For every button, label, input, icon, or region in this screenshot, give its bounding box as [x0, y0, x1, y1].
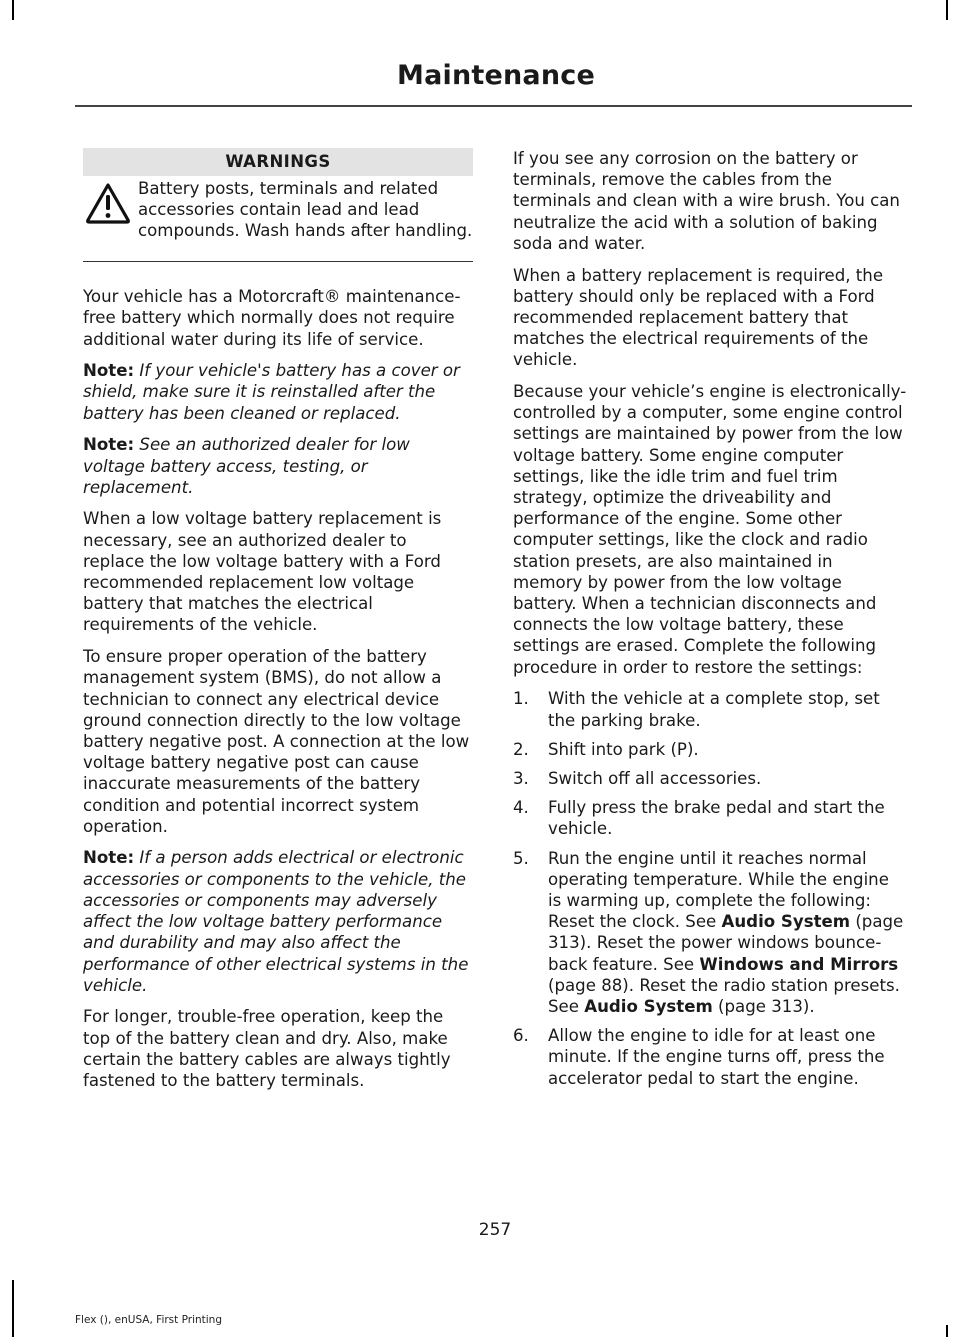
note-label: Note:	[83, 848, 135, 868]
step-item	[513, 797, 907, 839]
step-number: 2.	[513, 739, 529, 759]
warning-box	[83, 148, 473, 262]
procedure-steps	[513, 688, 907, 1088]
warning-body	[83, 178, 473, 262]
step-number: 6.	[513, 1026, 529, 1046]
paragraph: For longer, trouble-free operation, keep the top of the battery clean and dry. Also, make certain the battery cables are always tightly fastened to the battery terminals.	[83, 1007, 451, 1091]
crop-mark-bottom-right	[946, 1325, 948, 1337]
paragraph: If you see any corrosion on the battery or terminals, remove the cables from the terminals and clean with a wire brush. You can neutralize the acid with a solution of baking soda and water.	[513, 149, 900, 253]
audio-system-link[interactable]: Audio System	[721, 912, 851, 932]
windows-and-mirrors-link[interactable]: Windows and Mirrors	[699, 954, 899, 974]
step-text: Fully press the brake pedal and start the vehicle.	[548, 798, 885, 839]
right-column	[513, 148, 907, 1097]
step-text-part: (page 313).	[712, 997, 815, 1017]
crop-mark-top-left	[12, 0, 14, 20]
warning-text: Battery posts, terminals and related accessories contain lead and lead compounds. Wash hands after handling.	[138, 179, 473, 241]
footer-edition: Flex (), enUSA, First Printing	[75, 1314, 222, 1326]
step-item	[513, 768, 907, 789]
step-text-part: (page 313). Reset the power windows bounce-back feature. See	[548, 912, 904, 974]
step-text: Allow the engine to idle for at least one minute. If the engine turns off, press the accelerator pedal to start the engine.	[548, 1026, 885, 1088]
left-column	[83, 148, 473, 1102]
warning-triangle-icon	[85, 182, 131, 224]
step-text: Switch off all accessories.	[548, 768, 762, 788]
step-text: With the vehicle at a complete stop, set the parking brake.	[548, 689, 880, 730]
section-title: Maintenance	[397, 60, 595, 91]
note	[83, 847, 473, 995]
warning-title: WARNINGS	[83, 148, 473, 176]
crop-mark-bottom-left	[12, 1280, 14, 1337]
note-text: If your vehicle's battery has a cover or shield, make sure it is reinstalled after the battery has been cleaned or replaced.	[83, 361, 460, 423]
crop-mark-top-right	[946, 0, 948, 20]
paragraph: Because your vehicle’s engine is electronically-controlled by a computer, some engine control settings are maintained by power from the low voltage battery. Some engine computer settings, like the idle trim and fuel trim strategy, optimize the driveability and performance of the engine. Some other computer settings, like the clock and radio station presets, are also maintained in memory by power from the low voltage battery. When a technician disconnects and connects the low voltage battery, these settings are erased. Complete the following procedure in order to restore the settings:	[513, 382, 907, 677]
audio-system-link[interactable]: Audio System	[584, 997, 713, 1017]
note-label: Note:	[83, 435, 135, 455]
page-number: 257	[478, 1220, 512, 1240]
step-number: 4.	[513, 798, 529, 818]
paragraph: To ensure proper operation of the battery management system (BMS), do not allow a technician to connect any electrical device ground connection directly to the low voltage battery negative post. A connection at the low voltage battery negative post can cause inaccurate measurements of the battery condition and potential incorrect system operation.	[83, 647, 470, 836]
step-item	[513, 688, 907, 730]
step-text-part: Run the engine until it reaches normal operating temperature. While the engine is warming up, complete the following: Reset the clock. See	[548, 848, 889, 932]
note	[83, 360, 473, 424]
note-text: If a person adds electrical or electronic accessories or components to the vehicle, the accessories or components may adversely affect the low voltage battery performance and durability and may also affect the performance of other electrical systems in the vehicle.	[83, 848, 469, 995]
note-label: Note:	[83, 361, 135, 381]
header-divider	[75, 105, 912, 107]
step-number: 3.	[513, 768, 529, 788]
step-item	[513, 1025, 907, 1089]
paragraph: When a low voltage battery replacement is necessary, see an authorized dealer to replace the low voltage battery with a Ford recommended replacement low voltage battery that matches the electrical requirements of the vehicle.	[83, 509, 442, 635]
note	[83, 434, 473, 498]
step-item	[513, 739, 907, 760]
note-text: See an authorized dealer for low voltage battery access, testing, or replacement.	[83, 435, 410, 497]
paragraph: Your vehicle has a Motorcraft® maintenance-free battery which normally does not require additional water during its life of service.	[83, 287, 461, 349]
step-text: Shift into park (P).	[548, 739, 699, 759]
step-number: 1.	[513, 689, 529, 709]
step-text-part: (page 88). Reset the radio station presets. See	[548, 975, 900, 1017]
paragraph: When a battery replacement is required, the battery should only be replaced with a Ford recommended replacement battery that matches the electrical requirements of the vehicle.	[513, 265, 884, 370]
step-number: 5.	[513, 848, 529, 868]
step-item	[513, 848, 907, 1018]
